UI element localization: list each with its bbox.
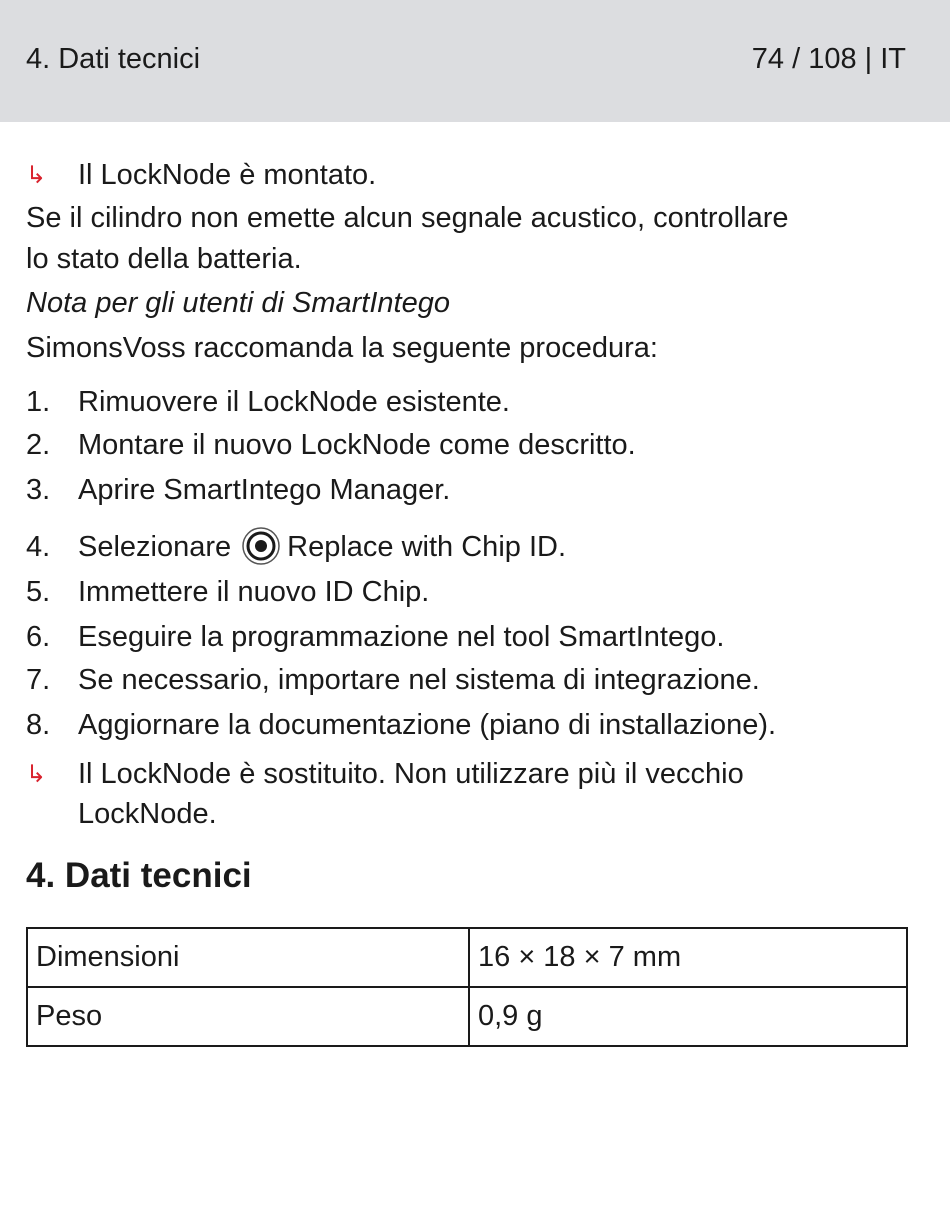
step-text: [78, 527, 566, 567]
table-cell-label: Peso: [27, 987, 469, 1046]
step-number: 3.: [26, 474, 51, 506]
table-cell-label: Dimensioni: [27, 928, 469, 987]
step-number: 4.: [26, 531, 51, 563]
step-text: Aggiornare la documentazione (piano di installazione).: [78, 709, 777, 741]
step-text: Eseguire la programmazione nel tool SmartIntego.: [78, 621, 725, 653]
step-text: Montare il nuovo LockNode come descritto.: [78, 429, 636, 461]
step-text-after: Replace with Chip ID.: [287, 531, 566, 563]
step-number: 5.: [26, 576, 51, 608]
result-text-line-2: LockNode.: [78, 798, 217, 830]
smartintego-note-title: Nota per gli utenti di SmartIntego: [26, 287, 450, 319]
step-text: Immettere il nuovo ID Chip.: [78, 576, 430, 608]
chip-id-radio-icon: [241, 526, 281, 566]
battery-note-line-2: lo stato della batteria.: [26, 243, 302, 275]
step-number: 6.: [26, 621, 51, 653]
step-text: Se necessario, importare nel sistema di integrazione.: [78, 664, 760, 696]
step-number: 7.: [26, 664, 51, 696]
table-cell-value: 16 × 18 × 7 mm: [469, 928, 907, 987]
result-text: Il LockNode è montato.: [78, 159, 377, 191]
step-text: Aprire SmartIntego Manager.: [78, 474, 451, 506]
table-row: [27, 987, 907, 1046]
header-page-number: 74 / 108 | IT: [751, 43, 906, 75]
section-title: 4. Dati tecnici: [26, 856, 252, 895]
page-header: [0, 0, 950, 122]
step-number: 2.: [26, 429, 51, 461]
table-row: [27, 928, 907, 987]
procedure-intro: SimonsVoss raccomanda la seguente procedura:: [26, 332, 658, 364]
step-text: Rimuovere il LockNode esistente.: [78, 386, 510, 418]
step-number: 1.: [26, 386, 51, 418]
result-text-line-1: Il LockNode è sostituito. Non utilizzare più il vecchio: [78, 758, 744, 790]
table-cell-value: 0,9 g: [469, 987, 907, 1046]
result-arrow-icon: ↳: [26, 760, 47, 788]
step-number: 8.: [26, 709, 51, 741]
result-arrow-icon: ↳: [26, 161, 47, 189]
battery-note-line-1: Se il cilindro non emette alcun segnale acustico, controllare: [26, 202, 789, 234]
tech-specs-table: [26, 927, 908, 1047]
step-text-before: Selezionare: [78, 531, 232, 563]
header-section-title: 4. Dati tecnici: [26, 43, 201, 75]
